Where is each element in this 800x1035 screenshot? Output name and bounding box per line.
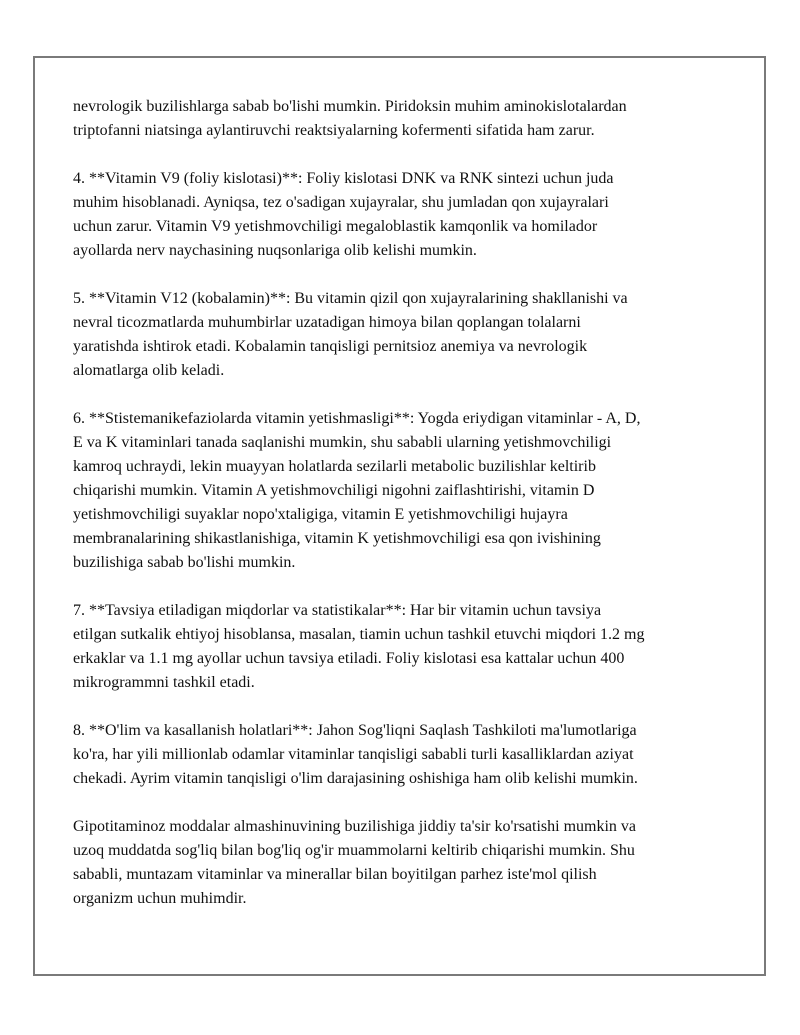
text-line: uchun zarur. Vitamin V9 yetishmovchiligi megaloblastik kamqonlik va homilador — [73, 218, 598, 235]
text-line: alomatlarga olib keladi. — [73, 362, 225, 379]
text-line: 5. **Vitamin V12 (kobalamin)**: Bu vitamin qizil qon xujayralarining shakllanishi va — [73, 290, 628, 307]
paragraph — [73, 407, 743, 575]
document-body — [73, 95, 743, 935]
text-line: kamroq uchraydi, lekin muayyan holatlarda sezilarli metabolic buzilishlar keltirib — [73, 458, 596, 475]
text-line: ko'ra, har yili millionlab odamlar vitaminlar tanqisligi sababli turli kasalliklardan aziyat — [73, 746, 634, 763]
text-line: 8. **O'lim va kasallanish holatlari**: Jahon Sog'liqni Saqlash Tashkiloti ma'lumotlariga — [73, 722, 637, 739]
paragraph — [73, 167, 743, 263]
paragraph — [73, 287, 743, 383]
text-line: 4. **Vitamin V9 (foliy kislotasi)**: Foliy kislotasi DNK va RNK sintezi uchun juda — [73, 170, 614, 187]
text-line: yetishmovchiligi suyaklar nopo'xtaligiga, vitamin E yetishmovchiligi hujayra — [73, 506, 568, 523]
text-line: erkaklar va 1.1 mg ayollar uchun tavsiya etiladi. Foliy kislotasi esa kattalar uchun 400 — [73, 650, 625, 667]
text-line: etilgan sutkalik ehtiyoj hisoblansa, masalan, tiamin uchun tashkil etuvchi miqdori 1.2 mg — [73, 626, 645, 643]
text-line: uzoq muddatda sog'liq bilan bog'liq og'ir muammolarni keltirib chiqarishi mumkin. Shu — [73, 842, 635, 859]
text-line: buzilishiga sabab bo'lishi mumkin. — [73, 554, 296, 571]
paragraph — [73, 599, 743, 695]
text-line: sababli, muntazam vitaminlar va minerallar bilan boyitilgan parhez iste'mol qilish — [73, 866, 597, 883]
paragraph — [73, 95, 743, 143]
text-line: chekadi. Ayrim vitamin tanqisligi o'lim darajasining oshishiga ham olib kelishi mumkin. — [73, 770, 638, 787]
text-line: nevrologik buzilishlarga sabab bo'lishi mumkin. Piridoksin muhim aminokislotalardan — [73, 98, 627, 115]
paragraph — [73, 815, 743, 911]
text-line: ayollarda nerv naychasining nuqsonlariga olib kelishi mumkin. — [73, 242, 477, 259]
document-page — [33, 56, 766, 976]
text-line: yaratishda ishtirok etadi. Kobalamin tanqisligi pernitsioz anemiya va nevrologik — [73, 338, 588, 355]
text-line: membranalarining shikastlanishiga, vitamin K yetishmovchiligi esa qon ivishining — [73, 530, 601, 547]
text-line: nevral ticozmatlarda muhumbirlar uzatadigan himoya bilan qoplangan tolalarni — [73, 314, 581, 331]
text-line: Gipotitaminoz moddalar almashinuvining buzilishiga jiddiy ta'sir ko'rsatishi mumkin va — [73, 818, 637, 835]
text-line: 6. **Stistemanikefaziolarda vitamin yetishmasligi**: Yogda eriydigan vitaminlar - A, D, — [73, 410, 641, 427]
text-line: 7. **Tavsiya etiladigan miqdorlar va statistikalar**: Har bir vitamin uchun tavsiya — [73, 602, 602, 619]
paragraph — [73, 719, 743, 791]
text-line: muhim hisoblanadi. Ayniqsa, tez o'sadigan xujayralar, shu jumladan qon xujayralari — [73, 194, 609, 211]
text-line: E va K vitaminlari tanada saqlanishi mumkin, shu sababli ularning yetishmovchiligi — [73, 434, 612, 451]
text-line: organizm uchun muhimdir. — [73, 890, 247, 907]
text-line: chiqarishi mumkin. Vitamin A yetishmovchiligi nigohni zaiflashtirishi, vitamin D — [73, 482, 595, 499]
text-line: mikrogrammni tashkil etadi. — [73, 674, 255, 691]
text-line: triptofanni niatsinga aylantiruvchi reaktsiyalarning kofermenti sifatida ham zarur. — [73, 122, 595, 139]
